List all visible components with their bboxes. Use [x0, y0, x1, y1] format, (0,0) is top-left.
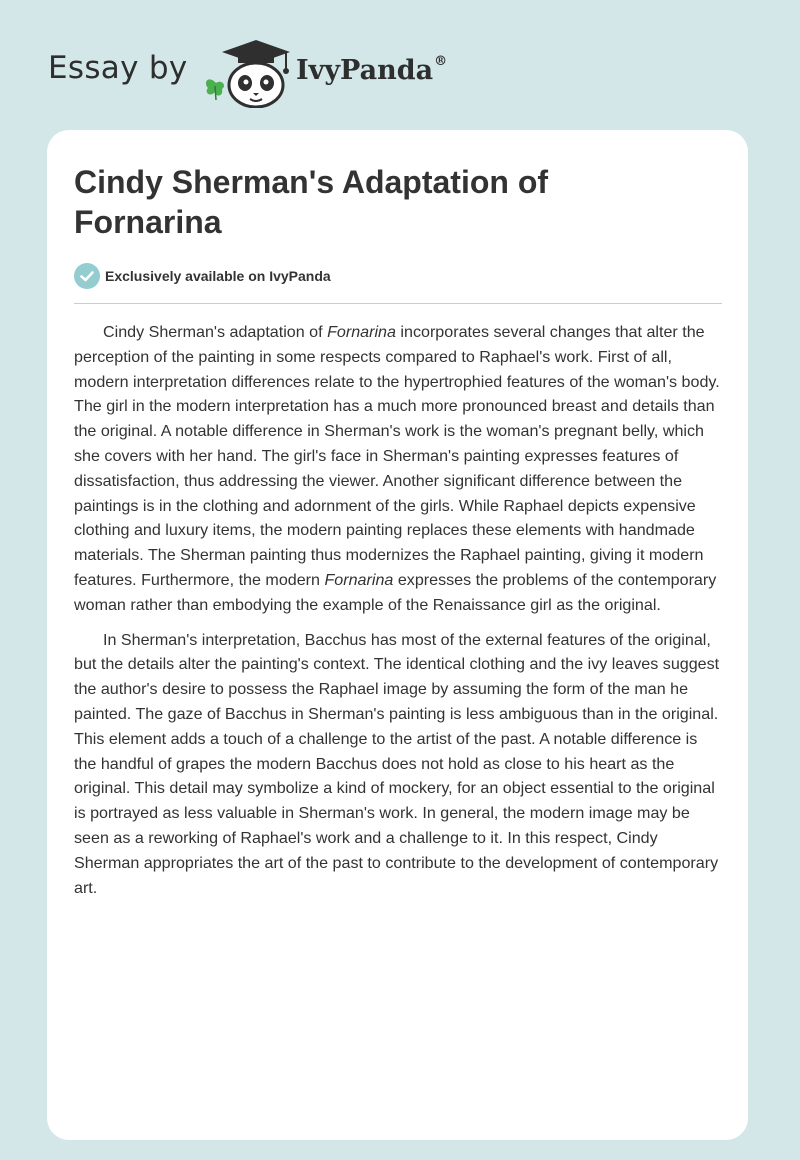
exclusive-badge-label: Exclusively available on IvyPanda: [105, 268, 331, 284]
ivy-leaf-icon: [206, 79, 224, 100]
title-divider: [74, 303, 722, 304]
italic-title-text: Fornarina: [327, 323, 396, 341]
panda-graduate-logo-icon[interactable]: [202, 36, 302, 108]
checkmark-icon: [74, 263, 100, 289]
brand-name: IvyPanda: [296, 55, 434, 86]
paragraph-text: expresses the problems of the contemporary woman rather than embodying the example of the Renaissance girl as the original.: [74, 570, 717, 614]
essay-card: [47, 130, 748, 1140]
italic-title-text: Fornarina: [324, 570, 394, 589]
essay-title: Cindy Sherman's Adaptation of Fornarina: [74, 164, 549, 240]
site-header: [48, 36, 508, 108]
essay-paragraph: [74, 628, 722, 901]
brand-wordmark[interactable]: [296, 54, 447, 86]
paragraph-text: Cindy Sherman's adaptation of: [103, 323, 328, 341]
essay-by-label: Essay by: [48, 50, 188, 86]
essay-paragraph: [74, 320, 722, 618]
essay-body: [74, 320, 722, 910]
paragraph-text: In Sherman's interpretation, Bacchus has most of the external features of the original, but the details alter the painting's context. The identical clothing and the ivy leaves suggest the author's desire to possess the Raphael image by assuming the form of the man he painted. The gaze of Bacchus in Sherman's painting is less ambiguous than in the original. This element adds a touch of a challenge to the artist of the past. A notable difference is the handful of grapes the modern Bacchus does not hold as close to his heart as the original. This detail may symbolize a kind of mockery, for an object essential to the original is portrayed as less valuable in Sherman's work. In general, the modern image may be seen as a reworking of Raphael's work and a challenge to it. In this respect, Cindy Sherman appropriates the art of the past to contribute to the development of contemporary art.: [74, 630, 720, 897]
registered-mark: ®: [434, 54, 448, 69]
paragraph-text: incorporates several changes that alter the perception of the painting in some respects compared to Raphael's work. First of all, modern interpretation differences relate to the hypertrophied features of the woman's body. The girl in the modern interpretation has a much more pronounced breast and details than the original. A notable difference in Sherman's work is the woman's pregnant belly, which she covers with her hand. The girl's face in Sherman's painting expresses features of dissatisfaction, thus addressing the viewer. Another significant difference between the paintings is in the clothing and adornment of the girls. While Raphael depicts expensive clothing and luxury items, the modern painting replaces these elements with handmade materials. The Sherman painting thus modernizes the Raphael painting, giving it modern features. Furthermore, the modern: [74, 323, 720, 589]
